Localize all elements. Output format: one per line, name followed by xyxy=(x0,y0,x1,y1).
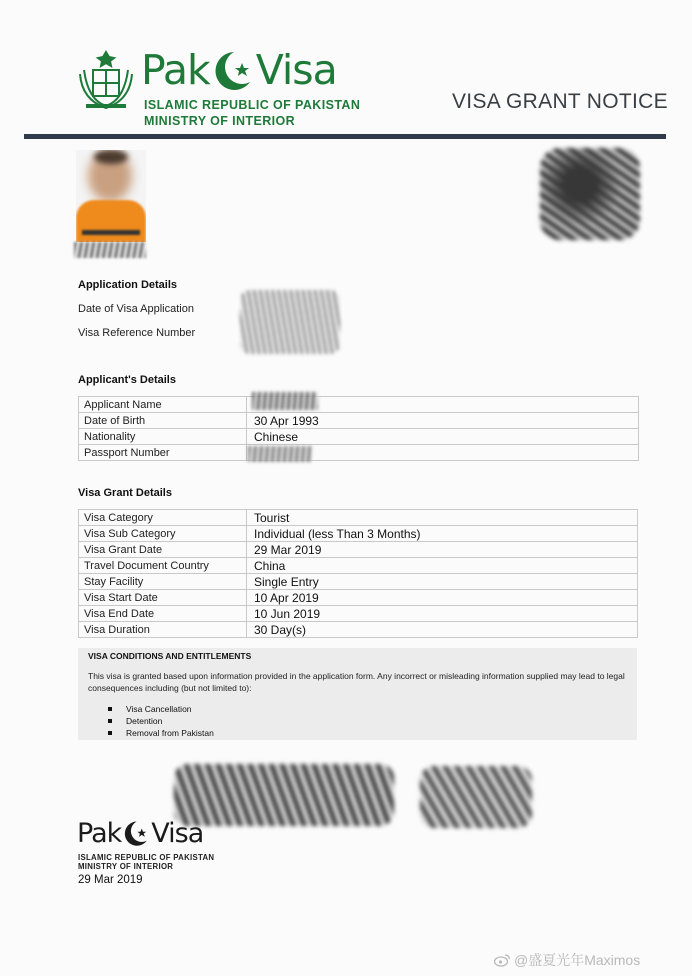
cell-label: Applicant Name xyxy=(79,397,247,413)
logo-subtitle-ministry: MINISTRY OF INTERIOR xyxy=(144,114,296,128)
table-row xyxy=(79,526,638,542)
redacted-application-values xyxy=(240,290,340,354)
table-row xyxy=(79,558,638,574)
cell-label: Stay Facility xyxy=(79,574,247,590)
visa-category-value: Tourist xyxy=(247,510,638,526)
nationality-value: Chinese xyxy=(247,429,639,445)
applicant-details-heading: Applicant's Details xyxy=(78,374,176,386)
cell-label: Visa Grant Date xyxy=(79,542,247,558)
applicant-details-table xyxy=(78,396,639,461)
table-row xyxy=(79,413,639,429)
redacted-applicant-name xyxy=(252,392,318,410)
table-row xyxy=(79,590,638,606)
reference-number-label: Visa Reference Number xyxy=(78,327,196,339)
visa-grant-date-value: 29 Mar 2019 xyxy=(247,542,638,558)
cell-label: Passport Number xyxy=(79,445,247,461)
pakistan-emblem-icon xyxy=(76,48,136,112)
crescent-star-icon xyxy=(122,819,150,847)
cell-label: Visa Category xyxy=(79,510,247,526)
cell-label: Nationality xyxy=(79,429,247,445)
list-item: Visa Cancellation xyxy=(108,703,214,715)
weibo-watermark xyxy=(494,950,640,970)
table-row xyxy=(79,397,639,413)
redacted-signature-right xyxy=(420,766,532,828)
footer-logo-pak-text: Pak xyxy=(77,818,122,849)
list-item: Detention xyxy=(108,715,214,727)
logo-subtitle-country: ISLAMIC REPUBLIC OF PAKISTAN xyxy=(144,98,361,112)
crescent-star-icon xyxy=(212,48,254,92)
conditions-list xyxy=(108,703,214,739)
document-title: VISA GRANT NOTICE xyxy=(452,90,668,113)
cell-label: Visa Start Date xyxy=(79,590,247,606)
stay-facility-value: Single Entry xyxy=(247,574,638,590)
footer-pakvisa-logo xyxy=(77,818,203,850)
watermark-text: @盛夏光年Maximos xyxy=(514,952,641,968)
cell-label: Travel Document Country xyxy=(79,558,247,574)
table-row xyxy=(79,445,639,461)
list-item: Removal from Pakistan xyxy=(108,727,214,739)
travel-document-country-value: China xyxy=(247,558,638,574)
application-details-heading: Application Details xyxy=(78,279,178,291)
redacted-signature-left xyxy=(174,764,394,826)
footer-date: 29 Mar 2019 xyxy=(78,874,143,886)
visa-grant-details-heading: Visa Grant Details xyxy=(78,487,172,499)
footer-logo-visa-text: Visa xyxy=(151,818,204,849)
cell-label: Visa End Date xyxy=(79,606,247,622)
conditions-text: This visa is granted based upon information provided in the application form. Any incorrect or misleading information supplied may lead to legal consequences including (but not limited to): xyxy=(88,671,625,693)
table-row xyxy=(79,574,638,590)
table-row xyxy=(79,606,638,622)
header-divider xyxy=(24,134,666,139)
logo-visa-text: Visa xyxy=(255,46,337,94)
table-row xyxy=(79,542,638,558)
footer-subtitle-ministry: MINISTRY OF INTERIOR xyxy=(78,862,174,871)
redacted-qr-code xyxy=(540,148,640,240)
cell-label: Visa Duration xyxy=(79,622,247,638)
applicant-photo xyxy=(76,150,146,242)
visa-conditions-box xyxy=(78,648,637,740)
redacted-name-under-photo xyxy=(74,242,146,258)
date-of-birth-value: 30 Apr 1993 xyxy=(247,413,639,429)
visa-sub-category-value: Individual (less Than 3 Months) xyxy=(247,526,638,542)
cell-label: Date of Birth xyxy=(79,413,247,429)
date-of-application-label: Date of Visa Application xyxy=(78,303,194,315)
table-row xyxy=(79,510,638,526)
table-row xyxy=(79,622,638,638)
visa-grant-details-table xyxy=(78,509,638,638)
cell-label: Visa Sub Category xyxy=(79,526,247,542)
redacted-passport-number xyxy=(248,446,312,462)
logo-pak-text: Pak xyxy=(141,46,210,94)
visa-duration-value: 30 Day(s) xyxy=(247,622,638,638)
visa-start-date-value: 10 Apr 2019 xyxy=(247,590,638,606)
visa-end-date-value: 10 Jun 2019 xyxy=(247,606,638,622)
conditions-title: VISA CONDITIONS AND ENTITLEMENTS xyxy=(88,651,252,661)
footer-subtitle-country: ISLAMIC REPUBLIC OF PAKISTAN xyxy=(78,853,215,862)
table-row xyxy=(79,429,639,445)
weibo-icon xyxy=(494,953,511,967)
pakvisa-logo xyxy=(141,46,337,94)
